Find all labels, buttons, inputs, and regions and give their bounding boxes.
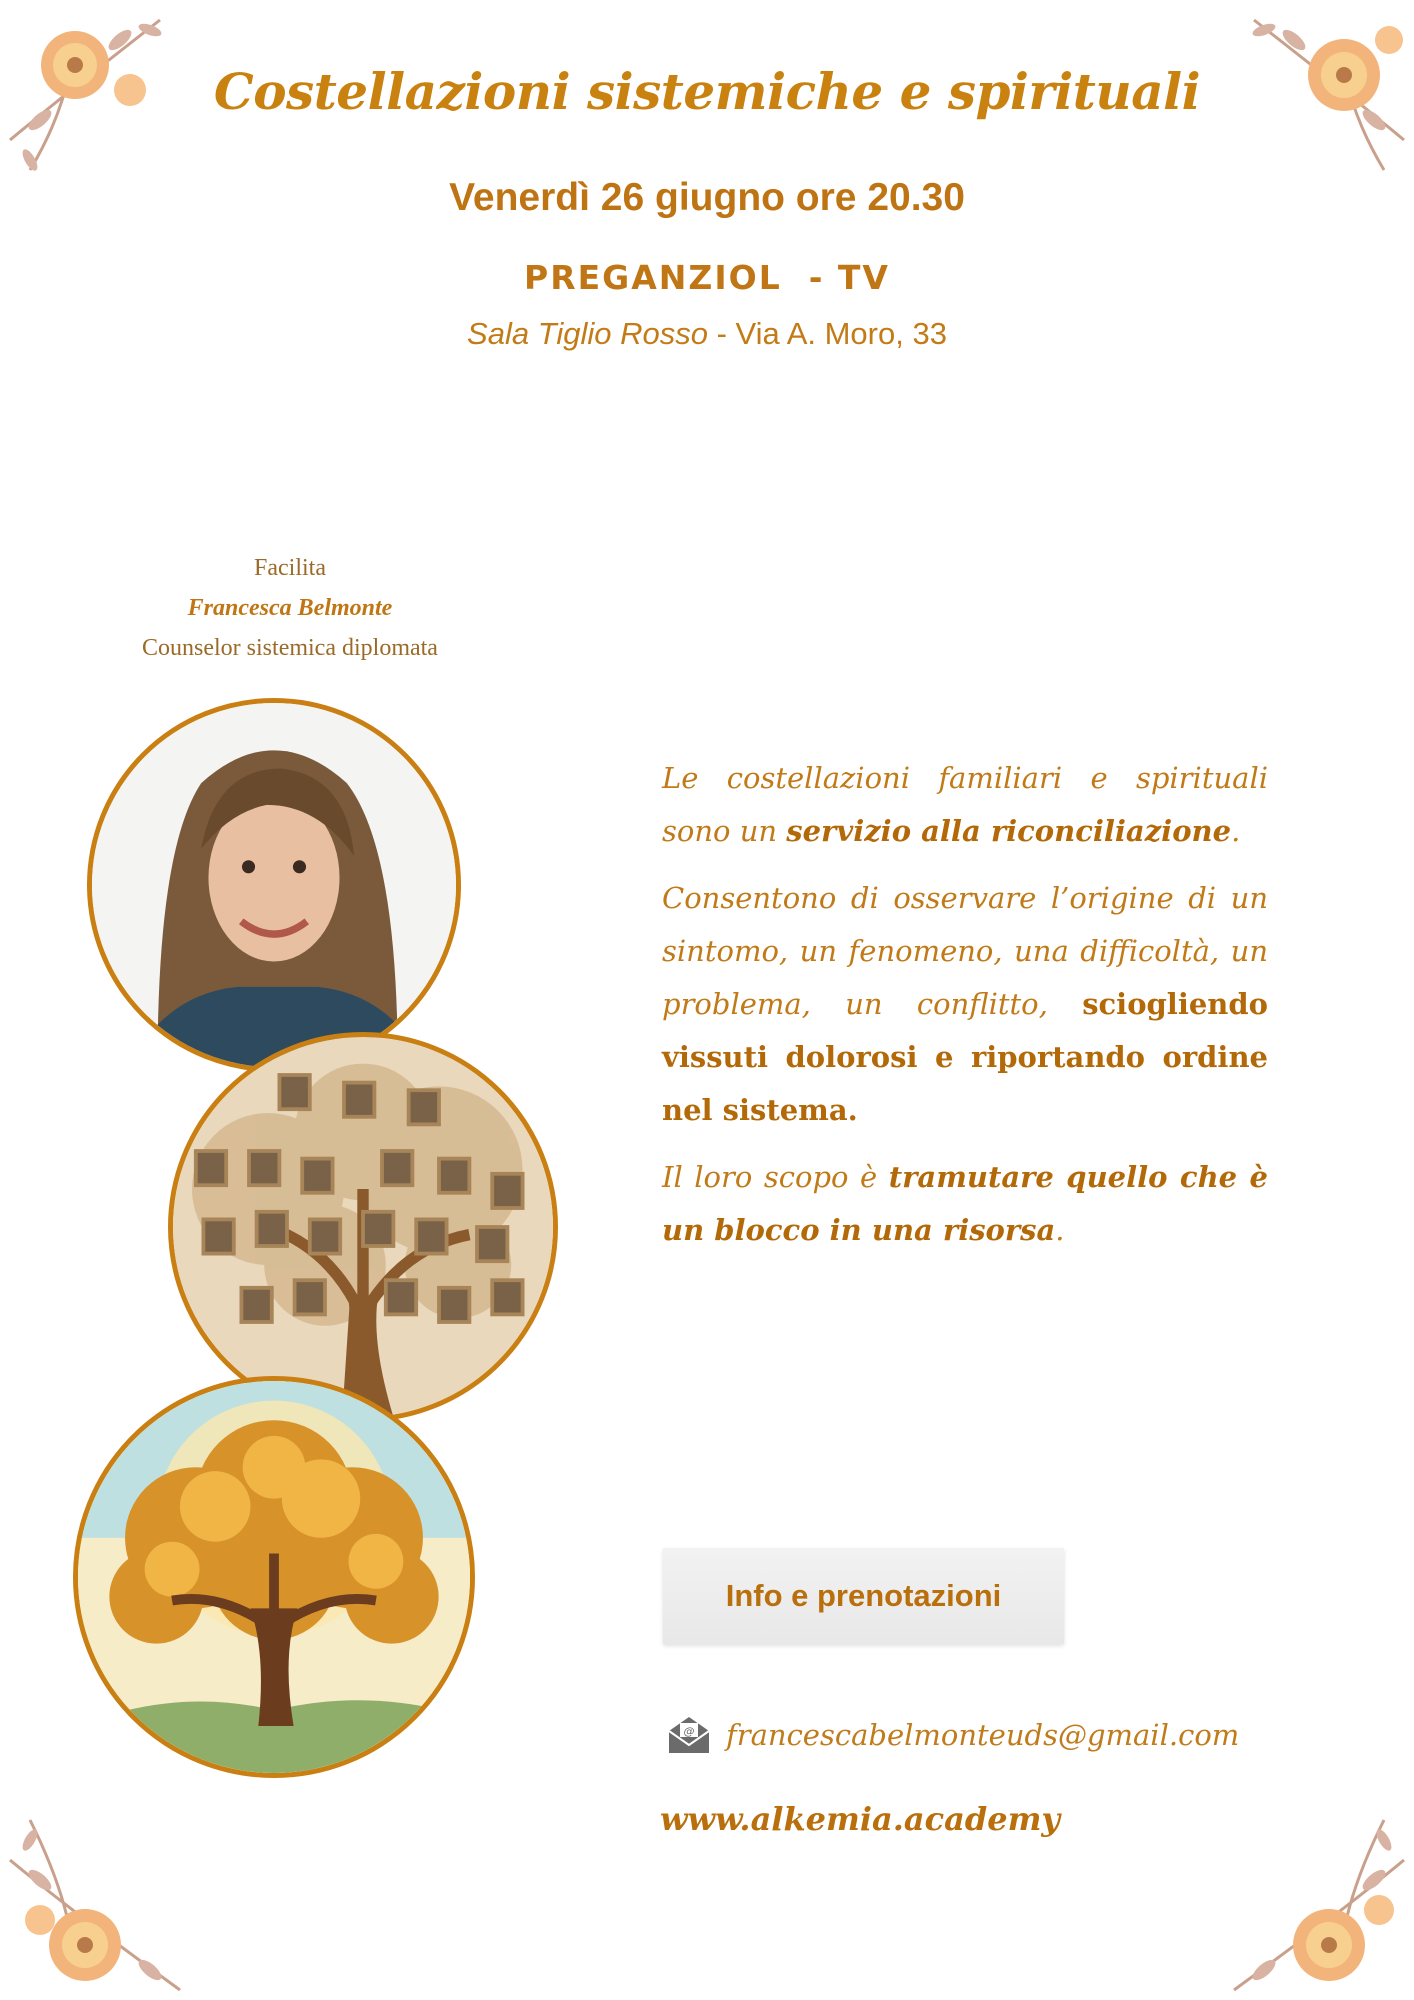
oak-tree-image [73,1376,475,1778]
event-street: - Via A. Moro, 33 [708,316,947,351]
info-booking-button[interactable]: Info e prenotazioni [663,1548,1064,1644]
description-paragraph-2 [662,872,1268,1137]
email-address[interactable]: francescabelmonteuds@gmail.com [726,1718,1240,1752]
svg-text:@: @ [683,1725,695,1738]
desc-p3-text: Il loro scopo è [662,1160,889,1194]
desc-p3-end: . [1055,1213,1065,1247]
floral-corner-bottom-left-icon [0,1800,200,2000]
page-title: Costellazioni sistemiche e spirituali [213,62,1201,121]
event-city-text: PREGANZIOL - TV [524,258,890,297]
event-hall: Sala Tiglio Rosso [467,316,708,351]
envelope-icon [666,1715,712,1755]
event-city [0,258,1414,297]
description-paragraph-1 [662,752,1268,858]
website-link[interactable]: www.alkemia.academy [660,1800,1061,1838]
desc-p2-bold: sciogliendo vissuti dolorosi e riportando ordine nel sistema. [662,987,1268,1127]
desc-p1-end: . [1231,814,1241,848]
email-contact[interactable] [666,1710,1239,1760]
description-paragraph-3 [662,1151,1268,1257]
family-tree-image [168,1032,558,1422]
floral-corner-bottom-right-icon [1214,1800,1414,2000]
facilitator-block [70,548,510,668]
desc-p3-bold: tramutare quello che è un blocco in una risorsa [662,1160,1268,1247]
description [662,752,1268,1271]
desc-p1-bold: servizio alla riconciliazione [786,814,1232,848]
facilitator-role: Counselor sistemica diplomata [142,635,438,661]
facilitator-portrait [87,698,461,1072]
desc-p2-text: Consentono di osservare l’origine di un sintomo, un fenomeno, una difficoltà, un problema, un conflitto, [662,881,1268,1021]
desc-p1-text: Le costellazioni familiari e spirituali sono un [662,761,1268,848]
facilitator-name: Francesca Belmonte [187,595,393,621]
event-date: Venerdì 26 giugno ore 20.30 [449,176,965,219]
facilitator-intro: Facilita [254,555,326,581]
event-address [0,316,1414,352]
